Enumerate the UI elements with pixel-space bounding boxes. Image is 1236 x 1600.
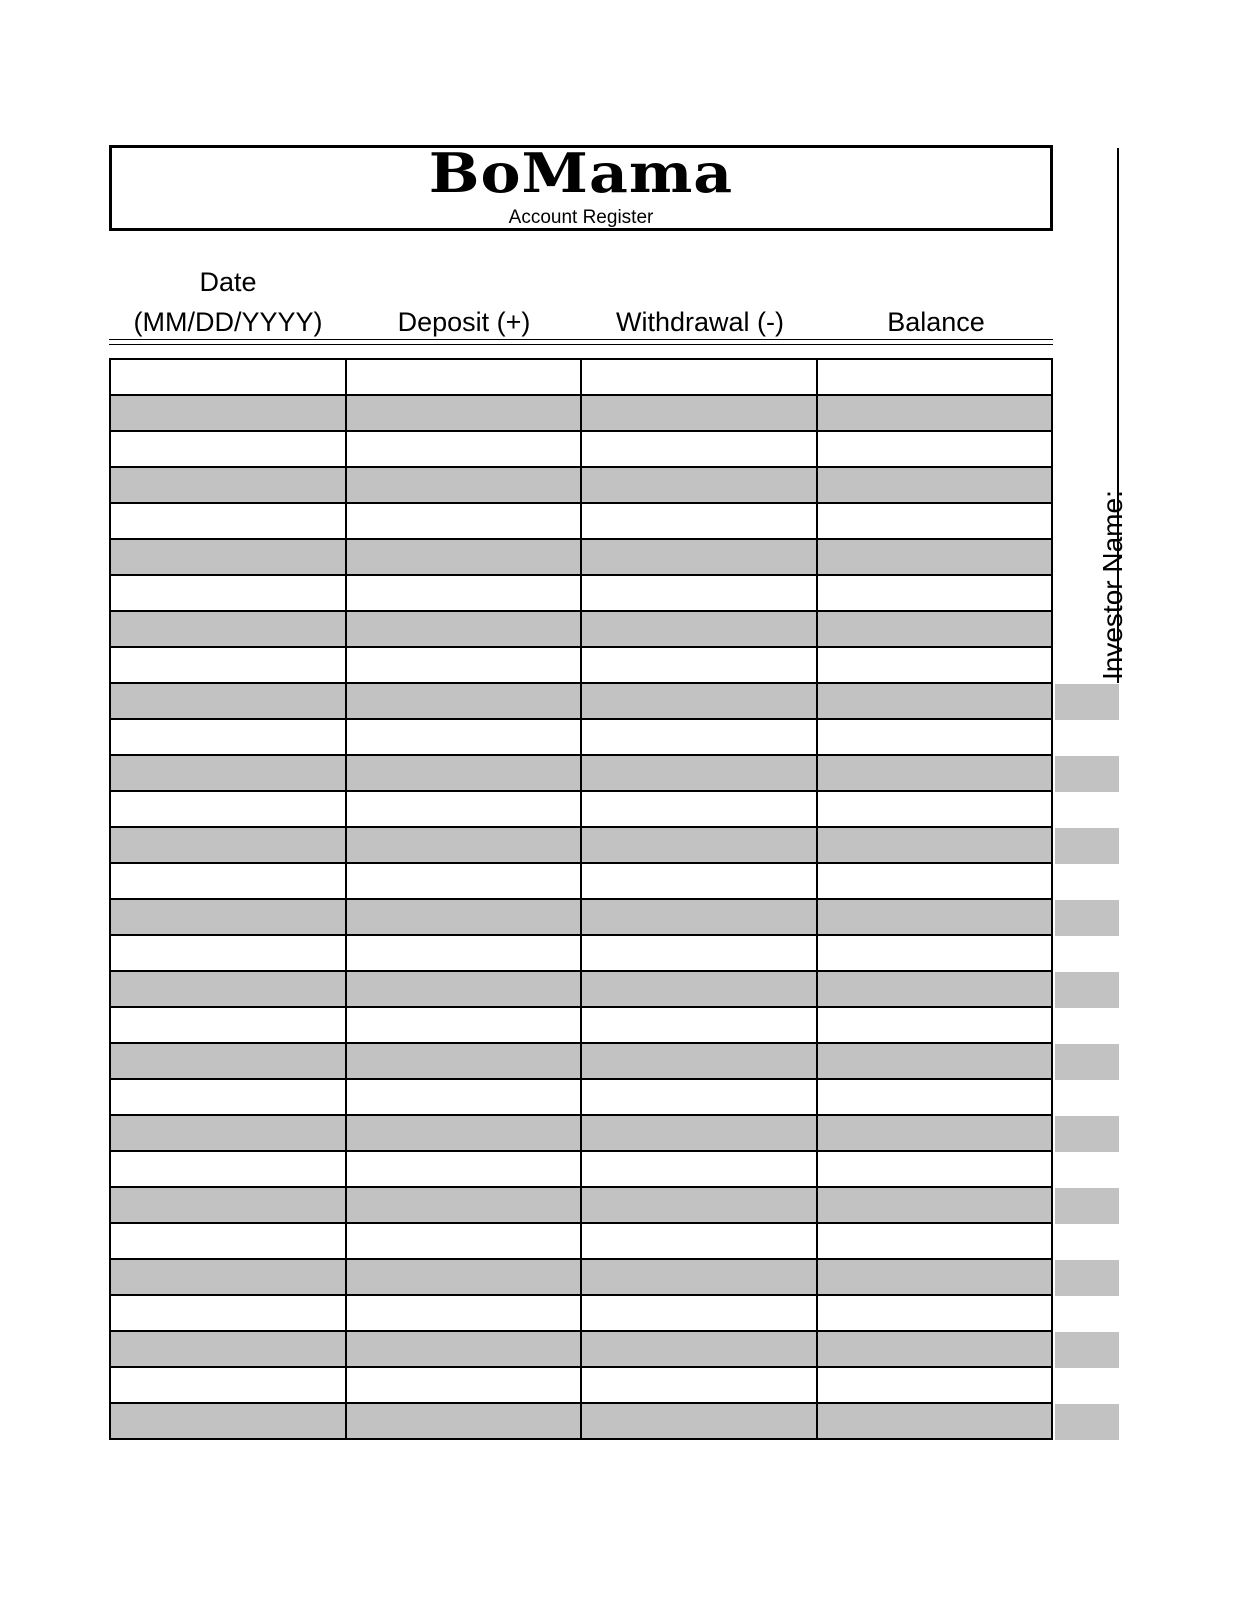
cell-withdrawal[interactable]: [582, 720, 818, 756]
cell-balance[interactable]: [818, 1152, 1054, 1188]
cell-withdrawal[interactable]: [582, 792, 818, 828]
cell-date[interactable]: [111, 756, 347, 792]
table-row: [111, 828, 1053, 864]
cell-date[interactable]: [111, 468, 347, 504]
cell-withdrawal[interactable]: [582, 1260, 818, 1296]
table-row: [111, 1296, 1053, 1332]
cell-balance[interactable]: [818, 1116, 1054, 1152]
brand-logo: BoMama: [428, 142, 734, 206]
cell-balance[interactable]: [818, 1296, 1054, 1332]
table-row: [111, 432, 1053, 468]
cell-withdrawal[interactable]: [582, 972, 818, 1008]
cell-withdrawal[interactable]: [582, 1044, 818, 1080]
side-strip: [1055, 1044, 1119, 1080]
cell-withdrawal[interactable]: [582, 612, 818, 648]
cell-date[interactable]: [111, 576, 347, 612]
cell-balance[interactable]: [818, 1008, 1054, 1044]
cell-balance[interactable]: [818, 792, 1054, 828]
header-box: [109, 142, 1053, 231]
cell-balance[interactable]: [818, 396, 1054, 432]
cell-date[interactable]: [111, 504, 347, 540]
cell-withdrawal[interactable]: [582, 1332, 818, 1368]
cell-balance[interactable]: [818, 648, 1054, 684]
cell-date[interactable]: [111, 396, 347, 432]
table-row: [111, 936, 1053, 972]
cell-withdrawal[interactable]: [582, 360, 818, 396]
cell-withdrawal[interactable]: [582, 756, 818, 792]
cell-withdrawal[interactable]: [582, 468, 818, 504]
table-row: [111, 1404, 1053, 1440]
cell-deposit[interactable]: [347, 828, 583, 864]
cell-withdrawal[interactable]: [582, 504, 818, 540]
cell-date[interactable]: [111, 1008, 347, 1044]
cell-withdrawal[interactable]: [582, 936, 818, 972]
table-row: [111, 612, 1053, 648]
header-rule-bottom: [109, 344, 1053, 345]
table-row: [111, 360, 1053, 396]
cell-balance[interactable]: [818, 936, 1054, 972]
table-row: [111, 1188, 1053, 1224]
side-strip: [1055, 972, 1119, 1008]
cell-withdrawal[interactable]: [582, 1080, 818, 1116]
cell-deposit[interactable]: [347, 396, 583, 432]
cell-balance[interactable]: [818, 1332, 1054, 1368]
table-row: [111, 648, 1053, 684]
cell-deposit[interactable]: [347, 1008, 583, 1044]
cell-balance[interactable]: [818, 1080, 1054, 1116]
cell-balance[interactable]: [818, 468, 1054, 504]
cell-deposit[interactable]: [347, 504, 583, 540]
cell-date[interactable]: [111, 792, 347, 828]
cell-balance[interactable]: [818, 576, 1054, 612]
cell-balance[interactable]: [818, 720, 1054, 756]
table-row: [111, 1080, 1053, 1116]
cell-deposit[interactable]: [347, 1260, 583, 1296]
side-strip: [1055, 1404, 1119, 1440]
cell-deposit[interactable]: [347, 972, 583, 1008]
cell-balance[interactable]: [818, 612, 1054, 648]
side-strip: [1055, 1188, 1119, 1224]
table-row: [111, 1224, 1053, 1260]
cell-withdrawal[interactable]: [582, 1116, 818, 1152]
cell-deposit[interactable]: [347, 1296, 583, 1332]
table-row: [111, 1332, 1053, 1368]
cell-deposit[interactable]: [347, 612, 583, 648]
cell-withdrawal[interactable]: [582, 900, 818, 936]
cell-deposit[interactable]: [347, 1116, 583, 1152]
cell-date[interactable]: [111, 1080, 347, 1116]
side-strip: [1055, 828, 1119, 864]
table-row: [111, 1116, 1053, 1152]
cell-date[interactable]: [111, 684, 347, 720]
cell-deposit[interactable]: [347, 1080, 583, 1116]
cell-deposit[interactable]: [347, 792, 583, 828]
cell-date[interactable]: [111, 900, 347, 936]
cell-deposit[interactable]: [347, 864, 583, 900]
cell-date[interactable]: [111, 1188, 347, 1224]
cell-date[interactable]: [111, 1260, 347, 1296]
side-strip: [1055, 756, 1119, 792]
table-row: [111, 540, 1053, 576]
column-header-date-title: Date: [199, 267, 257, 297]
side-strip: [1055, 900, 1119, 936]
cell-date[interactable]: [111, 432, 347, 468]
register-table: [109, 358, 1053, 1440]
cell-date[interactable]: [111, 540, 347, 576]
cell-deposit[interactable]: [347, 1368, 583, 1404]
table-row: [111, 792, 1053, 828]
cell-balance[interactable]: [818, 864, 1054, 900]
cell-balance[interactable]: [818, 972, 1054, 1008]
table-row: [111, 1008, 1053, 1044]
cell-deposit[interactable]: [347, 756, 583, 792]
cell-date[interactable]: [111, 864, 347, 900]
column-header-deposit: Deposit (+): [397, 307, 531, 337]
cell-deposit[interactable]: [347, 936, 583, 972]
cell-withdrawal[interactable]: [582, 540, 818, 576]
cell-date[interactable]: [111, 1368, 347, 1404]
cell-withdrawal[interactable]: [582, 1404, 818, 1440]
column-header-balance: Balance: [887, 307, 985, 337]
cell-date[interactable]: [111, 1152, 347, 1188]
cell-deposit[interactable]: [347, 576, 583, 612]
cell-withdrawal[interactable]: [582, 1008, 818, 1044]
table-row: [111, 1044, 1053, 1080]
cell-balance[interactable]: [818, 1260, 1054, 1296]
cell-deposit[interactable]: [347, 1332, 583, 1368]
table-row: [111, 468, 1053, 504]
cell-balance[interactable]: [818, 540, 1054, 576]
table-row: [111, 684, 1053, 720]
cell-date[interactable]: [111, 360, 347, 396]
cell-deposit[interactable]: [347, 432, 583, 468]
cell-date[interactable]: [111, 828, 347, 864]
side-strip: [1055, 684, 1119, 720]
cell-date[interactable]: [111, 612, 347, 648]
cell-balance[interactable]: [818, 1368, 1054, 1404]
cell-date[interactable]: [111, 1332, 347, 1368]
cell-balance[interactable]: [818, 1188, 1054, 1224]
cell-deposit[interactable]: [347, 468, 583, 504]
cell-date[interactable]: [111, 1224, 347, 1260]
cell-deposit[interactable]: [347, 360, 583, 396]
cell-deposit[interactable]: [347, 648, 583, 684]
cell-deposit[interactable]: [347, 900, 583, 936]
side-strip: [1055, 1260, 1119, 1296]
cell-withdrawal[interactable]: [582, 576, 818, 612]
cell-withdrawal[interactable]: [582, 864, 818, 900]
cell-withdrawal[interactable]: [582, 648, 818, 684]
table-row: [111, 1368, 1053, 1404]
cell-balance[interactable]: [818, 828, 1054, 864]
cell-withdrawal[interactable]: [582, 1152, 818, 1188]
cell-date[interactable]: [111, 1404, 347, 1440]
cell-balance[interactable]: [818, 900, 1054, 936]
side-strip: [1055, 1116, 1119, 1152]
table-row: [111, 576, 1053, 612]
cell-withdrawal[interactable]: [582, 1296, 818, 1332]
investor-name-label: Investor Name:: [1097, 490, 1128, 680]
table-row: [111, 720, 1053, 756]
cell-balance[interactable]: [818, 504, 1054, 540]
cell-deposit[interactable]: [347, 1224, 583, 1260]
cell-withdrawal[interactable]: [582, 1224, 818, 1260]
column-header-date: [111, 262, 345, 342]
cell-balance[interactable]: [818, 756, 1054, 792]
cell-date[interactable]: [111, 972, 347, 1008]
page-subtitle: Account Register: [508, 207, 654, 228]
cell-balance[interactable]: [818, 684, 1054, 720]
table-row: [111, 972, 1053, 1008]
cell-deposit[interactable]: [347, 1044, 583, 1080]
cell-deposit[interactable]: [347, 684, 583, 720]
cell-withdrawal[interactable]: [582, 432, 818, 468]
table-row: [111, 1260, 1053, 1296]
cell-deposit[interactable]: [347, 1188, 583, 1224]
table-row: [111, 756, 1053, 792]
table-row: [111, 1152, 1053, 1188]
cell-balance[interactable]: [818, 360, 1054, 396]
cell-date[interactable]: [111, 1116, 347, 1152]
cell-withdrawal[interactable]: [582, 828, 818, 864]
cell-deposit[interactable]: [347, 1404, 583, 1440]
cell-deposit[interactable]: [347, 1152, 583, 1188]
cell-balance[interactable]: [818, 1404, 1054, 1440]
header-rule-top: [109, 339, 1053, 340]
column-header-withdrawal: Withdrawal (-): [615, 307, 784, 337]
cell-balance[interactable]: [818, 1044, 1054, 1080]
cell-balance[interactable]: [818, 1224, 1054, 1260]
cell-withdrawal[interactable]: [582, 684, 818, 720]
cell-date[interactable]: [111, 648, 347, 684]
table-row: [111, 396, 1053, 432]
cell-date[interactable]: [111, 1044, 347, 1080]
table-row: [111, 900, 1053, 936]
table-row: [111, 864, 1053, 900]
cell-deposit[interactable]: [347, 540, 583, 576]
cell-withdrawal[interactable]: [582, 1368, 818, 1404]
cell-date[interactable]: [111, 720, 347, 756]
cell-withdrawal[interactable]: [582, 1188, 818, 1224]
side-strip: [1055, 1332, 1119, 1368]
cell-deposit[interactable]: [347, 720, 583, 756]
cell-date[interactable]: [111, 1296, 347, 1332]
cell-withdrawal[interactable]: [582, 396, 818, 432]
table-row: [111, 504, 1053, 540]
cell-balance[interactable]: [818, 432, 1054, 468]
column-header-date-format: (MM/DD/YYYY): [133, 307, 323, 337]
cell-date[interactable]: [111, 936, 347, 972]
